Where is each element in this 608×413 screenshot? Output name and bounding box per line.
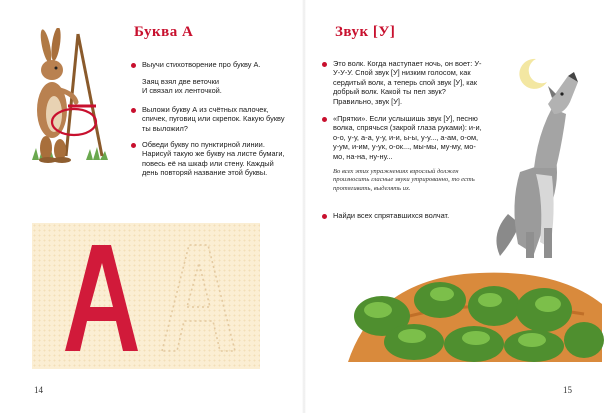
wolf-illustration bbox=[490, 64, 594, 264]
letter-tracing-panel bbox=[32, 223, 260, 369]
page-number-left: 14 bbox=[34, 385, 43, 395]
hide-and-seek-game: «Прятки». Если услышишь звук [У], песню волка, спрячься (закрой глаза руками): и-и, о-о, у-у, а-а, у-у, и-и, ы-ы, у-у..., а-ам, о-ом, у-ум, и-им, у-ук, о-ок..., мы-мы, му-му, мо-мо, на-на, ну-ну... bbox=[333, 114, 482, 161]
big-red-letter-a bbox=[32, 223, 260, 369]
find-wolf-cubs-instruction: Найди всех спрятавшихся волчат. bbox=[333, 211, 450, 220]
bullet-marker bbox=[131, 143, 136, 148]
bullet-marker bbox=[131, 63, 136, 68]
page-number-right: 15 bbox=[563, 385, 572, 395]
hare-illustration bbox=[26, 28, 118, 168]
instruction-learn-poem: Выучи стихотворение про букву А. bbox=[142, 60, 261, 69]
right-page-heading: Звук [У] bbox=[335, 24, 396, 40]
adult-note: Во всех этих упражнениях взрослый должен произносить гласные звуки утрированно, то есть протягивать, выделять их. bbox=[333, 168, 475, 192]
poem-line-1: Заяц взял две веточки bbox=[142, 77, 219, 86]
bullet-marker bbox=[131, 108, 136, 113]
poem-line-2: И связал их ленточкой. bbox=[142, 86, 222, 95]
instruction-trace-letter: Обведи букву по пунктирной линии. Нарисуй такую же букву на листе бумаги, повесь её на шкаф или стену. Каждый день повторяй название этой буквы. bbox=[142, 140, 285, 178]
wolf-howl-instruction: Это волк. Когда наступает ночь, он воет: У-У-У-У. Спой звук [У] низким голосом, как сердитый волк, а теперь спой звук [У], как добрый волк. Какой ты пел звук? Правильно, звук [У]. bbox=[333, 59, 482, 106]
right-page bbox=[304, 0, 608, 413]
bullet-marker bbox=[322, 62, 327, 67]
hill-with-bushes bbox=[344, 244, 604, 364]
bullet-marker bbox=[322, 117, 327, 122]
left-page-heading: Буква А bbox=[134, 24, 194, 40]
instruction-lay-out-letter: Выложи букву А из счётных палочек, спичек, пуговиц или скрепок. Какую букву ты выложил? bbox=[142, 105, 285, 133]
bullet-marker bbox=[322, 214, 327, 219]
